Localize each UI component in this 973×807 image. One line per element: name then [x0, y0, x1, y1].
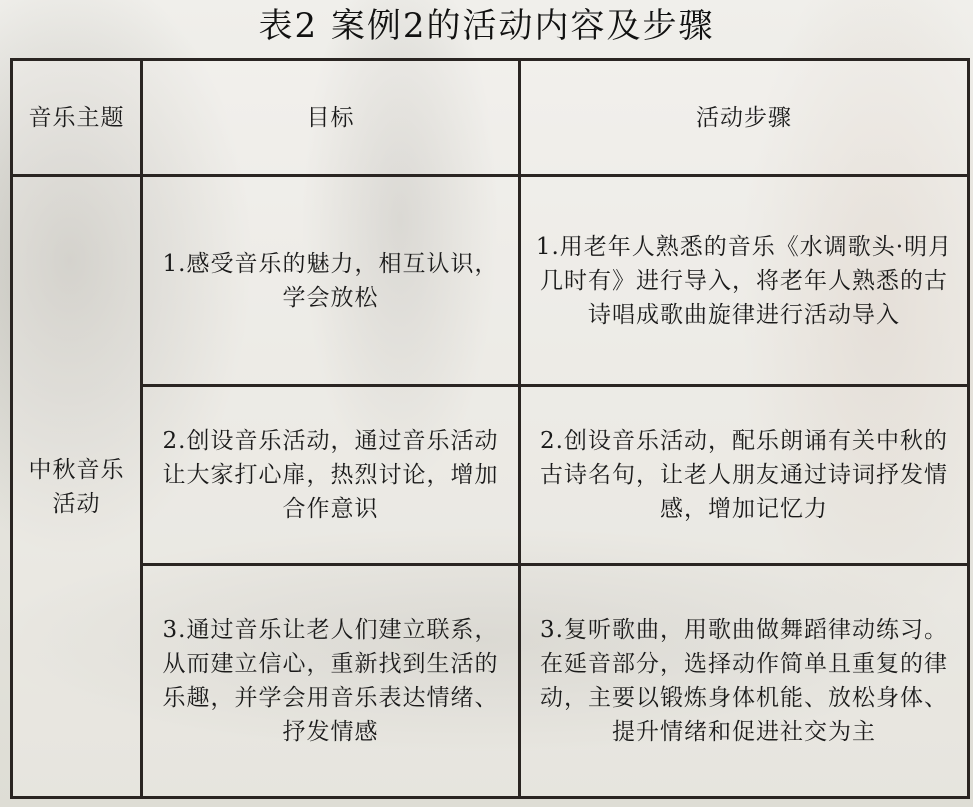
table-row	[12, 385, 969, 564]
steps-cell: 3.复听歌曲，用歌曲做舞蹈律动练习。在延音部分，选择动作简单且重复的律动，主要以锻炼身体机能、放松身体、提升情绪和促进社交为主	[520, 565, 969, 798]
goal-cell: 2.创设音乐活动，通过音乐活动让大家打心扉，热烈讨论，增加合作意识	[142, 385, 520, 564]
header-theme: 音乐主题	[12, 60, 142, 176]
steps-cell: 2.创设音乐活动，配乐朗诵有关中秋的古诗名句，让老人朋友通过诗词抒发情感，增加记忆力	[520, 385, 969, 564]
goal-cell: 1.感受音乐的魅力，相互认识，学会放松	[142, 176, 520, 386]
steps-cell: 1.用老年人熟悉的音乐《水调歌头·明月几时有》进行导入，将老年人熟悉的古诗唱成歌曲旋律进行活动导入	[520, 176, 969, 386]
activity-table	[10, 58, 970, 799]
header-goal: 目标	[142, 60, 520, 176]
theme-cell: 中秋音乐活动	[12, 176, 142, 798]
table-title: 表2 案例2的活动内容及步骤	[258, 6, 715, 46]
table-row	[12, 176, 969, 386]
header-steps: 活动步骤	[520, 60, 969, 176]
goal-cell: 3.通过音乐让老人们建立联系，从而建立信心，重新找到生活的乐趣，并学会用音乐表达情绪、抒发情感	[142, 565, 520, 798]
header-row	[12, 60, 969, 176]
table-row	[12, 565, 969, 798]
